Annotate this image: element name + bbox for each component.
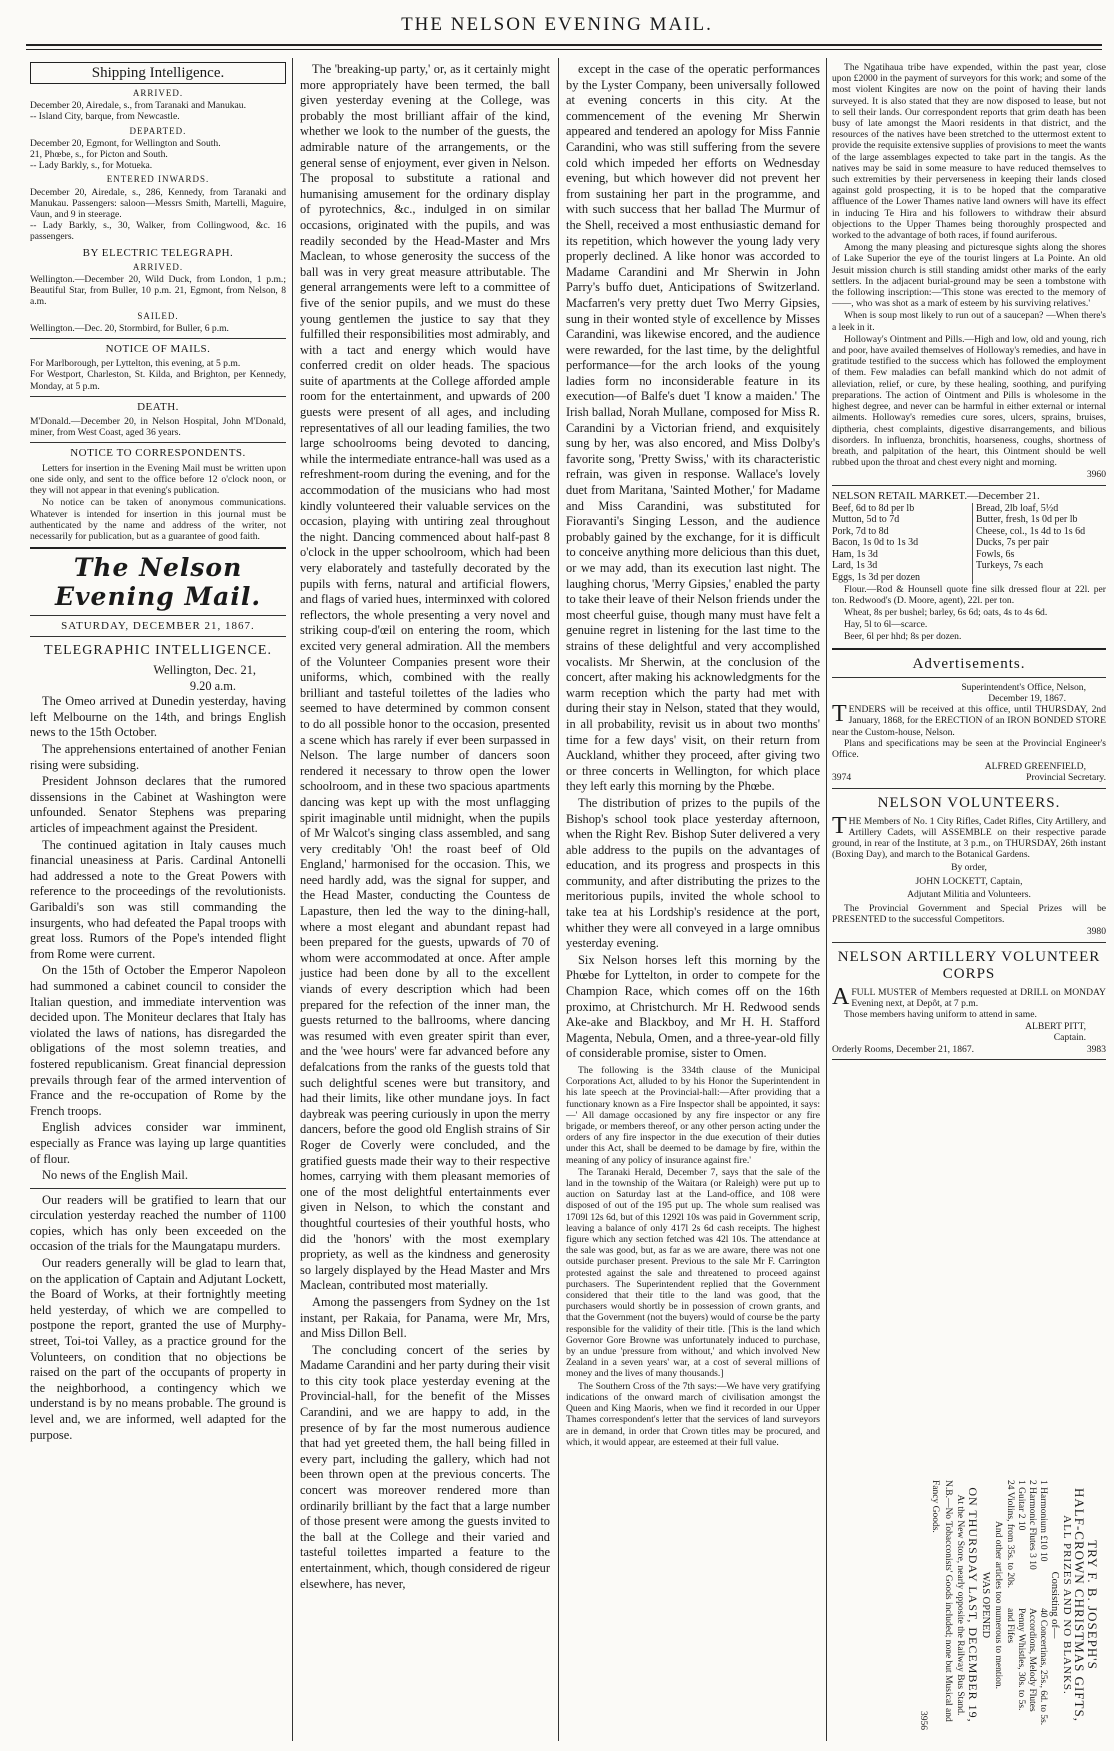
column-rule <box>558 58 559 1741</box>
telegraphic-heading: TELEGRAPHIC INTELLIGENCE. <box>44 643 272 659</box>
market-item: Turkeys, 7s each <box>976 560 1044 572</box>
shipping-entry: Wellington.—December 20, Wild Duck, from London, 1 p.m.; Beautiful Star, from Buller, 10 p.m. 21, Egmont, from Nelson, 8 a.m. <box>30 274 286 308</box>
correspondents-para: Letters for insertion in the Evening Mail must be written upon one side only, and sent to the office before 12 o'clock noon, or they will not appear in that evening's publication. <box>30 462 286 497</box>
inwards-heading: ENTERED INWARDS. <box>106 174 210 185</box>
article-para: The following is the 334th clause of the Municipal Corporations Act, alluded to by his Honor the Superintendent in his late speech at the Provincial-hall:—After providing that a functionary known as a Fire Inspector shall be appointed, it says:—' All damage occasioned by any fire inspector or any fire brigade, or members thereof, or any other person acting under the orders of any fire inspector in the due execution of their duties under this Act, shall be deemed to be damage by fire, within the meaning of any policy of insurance against fire.' <box>566 1065 820 1166</box>
article-para: The Southern Cross of the 7th says:—We have very gratifying indications of the onward march of civilisation amongst the Queen and King Maoris, when we find it recorded in our Upper Thames correspondent's letter that the services of land surveyors are in demand, in order that Crown titles may be procured, and which, it would appear, are esteemed at their full value. <box>566 1380 820 1448</box>
joseph-item: 1 Guitar 2 10 <box>1016 1480 1026 1531</box>
market-item: Ducks, 7s per pair <box>976 537 1049 549</box>
tender-date: December 19, 1867. <box>988 692 1066 704</box>
market-item: Eggs, 1s 3d per dozen <box>832 572 921 584</box>
shipping-entry: December 20, Airedale, s., from Taranaki and Manukau. <box>30 100 246 112</box>
market-note: Hay, 5l to 6l—scarce. <box>844 619 928 631</box>
advertisements-heading: Advertisements. <box>912 655 1026 672</box>
article-para: The 'breaking-up party,' or, as it certainly might more appropriately have been termed, the ball given yesterday evening at the College, was probably the most brilliant affair of the kind, whether we look to the number of the guests, the admirable nature of the arrangements, or the general sense of enjoyment, ever given in Nelson. The proposal to substitute a rational and humanising amusement for the ordinary display of pyrotechnics, &c., indulged in on similar occasions, originated with the pupils, and was readily seconded by the Head-Master and Mrs Maclean, to whose generosity the success of the ball was in very great measure attributable. The general arrangements were left to a committee of five of the senior pupils, and we must do these young gentlemen the justice to say that they fulfilled their responsibilities most admirably, and with a tact and energy which would have conferred credit on older heads. The spacious suite of apartments at the College afforded ample room for the entertainment, and upwards of 200 guests were present of all ages, and including representatives of all our leading families, the two large schoolrooms being devoted to dancing, while the intermediate entrance-hall was used as a refreshment-room during the evening, and for the accommodation of the musicians who had most kindly volunteered their valuable services on the occasion, playing with untiring zeal throughout the night. Dancing commenced about half-past 8 o'clock in the upper schoolroom, which had been very elaborately and tastefully decorated by the pupils with ferns, natural and artificial flowers, and flags of varied hues, interminxed with colored reflectors, the whole presenting a very novel and striking coup-d'œil on entering the room, which excited very general admiration. All the members of the Volunteer Companies present wore their uniforms, which, combined with the really brilliant and tasteful toilettes of the ladies who seemed to have determined by common consent to do all possible honor to the occasion, presented a scene which has rarely if ever been surpassed in Nelson. The large number of dancers soon rendered it necessary to throw open the lower schoolroom, and in these two spacious apartments dancing was kept up with the most unflagging spirit imaginable until midnight, when the pupils of Mr Walcot's singing class assembled, and sang very creditably 'Oh! the roast beef of Old England,' harmonised for the occasion. This, we need hardly add, was the signal for supper, and the Head Master, conducting the Countess de Lapasture, then led the way to the dining-hall, where a most elegant and abundant repast had been prepared for the guests, upwards of 70 of whom were accommodated at once. After ample justice had been done by all to the excellent viands of every description which had been prepared for the refection of the inner man, the guests returned to the ballrooms, where dancing was resumed with even greater spirit than ever, and the 'wee hours' were far advanced before any defalcations from the ranks of the guests told that such delightful scenes were but transitory, and had their limits, like other mundane joys. In fact daybreak was peering curiously in upon the merry dancers, before the good old English strains of Sir Roger de Coverly were concluded, and the gratified guests made their way to their respective homes, carrying with them pleasant memories of one of the most delightful entertainments ever given in Nelson, to which the constant and thoughtful courtesies of their youthful hosts, who did the 'honors' with the most exemplary propriety, as well as the kindness and generosity so largely displayed by the Head Master and Mrs Maclean, contributed most materially. <box>300 62 550 1293</box>
ad-number: 3960 <box>1086 469 1106 481</box>
market-item: Fowls, 6s <box>976 548 1015 560</box>
shipping-entry: -- Island City, barque, from Newcastle. <box>30 111 180 123</box>
joseph-advertisement <box>848 1480 1098 1740</box>
article-para: Among the many pleasing and picturesque sights along the shores of Lake Superior the eye of the tourist lingers at La Pointe. An old Jesuit mission church is still standing amidst other marks of the early settlers. In the adjacent burial-ground may be seen a tombstone with the following inscription:—'This stone was erected to the memory of ——, who was shot as a mark of esteem by his surviving relatives.' <box>832 242 1106 310</box>
column-rule <box>826 58 827 1741</box>
article-para: President Johnson declares that the rumored dissensions in the Cabinet at Washington were unfounded. Senator Stephens was preparing articles of impeachment against the President. <box>30 774 286 836</box>
death-notice: M'Donald.—December 20, in Nelson Hospital, John M'Donald, miner, from West Coast, aged 36 years. <box>30 416 286 439</box>
telegram-place: Wellington, Dec. 21, <box>153 663 256 678</box>
market-note: Beer, 6l per hhd; 8s per dozen. <box>844 631 962 643</box>
shipping-entry: Wellington.—Dec. 20, Stormbird, for Buller, 6 p.m. <box>30 322 229 334</box>
artillery-uniform: Those members having uniform to attend in same. <box>844 1008 1037 1020</box>
article-para: No news of the English Mail. <box>42 1168 188 1183</box>
artillery-footer: Orderly Rooms, December 21, 1867. <box>832 1043 975 1055</box>
market-item: Mutton, 5d to 7d <box>832 514 900 526</box>
joseph-item: Penny Whistles, 30s. to 5s. <box>1016 1608 1026 1711</box>
telegraph-heading: BY ELECTRIC TELEGRAPH. <box>82 246 234 259</box>
article-para: English advices consider war imminent, especially as France was laying up large quantities of flour. <box>30 1120 286 1166</box>
joseph-nb: N.B.—No Tobacconists' Goods included; none but Musical and Fancy Goods. <box>930 1480 953 1722</box>
article-para: The Ngatihaua tribe have expended, within the past year, close upon £2000 in the payment of surveyors for this work; and some of the most violent Kingites are now on the point of having their lands surveyed. It is also stated that they are now disposed to lease, but not to sell their lands. Our correspondent reports that grim death has been busy of late amongst the Maori residents in that district, and the resources of the natives have been stretched to the uttermost extent to provide the requisite extensive supplies of provisions to meet the wants of the large assemblages expected to take part in the tangis. As the natives may be said in some measure to have reduced themselves to such extremities by their perverseness in keeping their lands closed against gold prospecting, it is to be hoped that the comparative affluence of the Lower Thames native land owners will have its effect in inducing Te Hira and his followers to withdraw their absurd objections to the Upper Thames being thoroughly prospected and worked to the advantage of both races, if found auriferous. <box>832 62 1106 242</box>
article-para: The continued agitation in Italy causes much financial uneasiness at Paris. Cardinal Antonelli had addressed a note to the Great Powers with reference to the proceedings of the revolutionists. Garibaldi's son was still commanding the insurgents, who had defeated the Papal troops with great loss. Rumors of the Pope's intended flight from Rome were current. <box>30 837 286 961</box>
ad-number: 3983 <box>1086 1043 1106 1055</box>
signatory-name: JOHN LOCKETT, Captain, <box>915 875 1023 887</box>
joseph-consisting: Consisting of— <box>1049 1571 1061 1639</box>
tender-plans: Plans and specifications may be seen at the Provincial Engineer's Office. <box>832 737 1106 760</box>
market-item: Butter, fresh, 1s 0d per lb <box>976 514 1078 526</box>
artillery-heading: NELSON ARTILLERY VOLUNTEER CORPS <box>837 948 1101 982</box>
column-rule <box>292 58 293 1741</box>
article-para: The concluding concert of the series by Madame Carandini and her party during their visit to this city took place yesterday evening at the Provincial-hall, for the benefit of the Misses Carandini, and we are happy to add, in the presence of by far the most numerous audience that had yet greeted them, the hall being filled in every part, including the gallery, which had not been thrown open at the previous concerts. The concert was moreover rendered more than ordinarily brilliant by the fact that a large number of those present were among the guests invited to the ball at the College and their varied and tasteful toilettes imparted a feature to the entertainment, which, though considered de rigeur elsewhere, has never, <box>300 1342 550 1591</box>
article-para: The Omeo arrived at Dunedin yesterday, having left Melbourne on the 14th, and brings English news to the 15th October. <box>30 694 286 740</box>
market-item: Lard, 1s 3d <box>832 560 878 572</box>
market-note: Wheat, 8s per bushel; barley, 6s 6d; oats, 4s to 4s 6d. <box>844 607 1048 619</box>
joseph-item: 40 Concertinas, 25s., 6d. to 5s. <box>1038 1608 1048 1726</box>
death-heading: DEATH. <box>137 400 179 413</box>
ad-number: 3956 <box>918 1711 928 1730</box>
signatory-role: Captain. <box>1053 1032 1086 1044</box>
joseph-opened: WAS OPENED <box>980 1571 992 1639</box>
column-1 <box>30 62 286 1742</box>
joseph-title: HALF-CROWN CHRISTMAS GIFTS, <box>1072 1488 1088 1722</box>
by-order: By order, <box>951 862 987 874</box>
shipping-entry: -- Lady Barkly, s., 30, Walker, from Collingwood, &c. 16 passengers. <box>30 220 286 243</box>
signatory-role: Provincial Secretary. <box>1026 772 1106 784</box>
correspondents-heading: NOTICE TO CORRESPONDENTS. <box>70 447 246 460</box>
article-para: The distribution of prizes to the pupils of the Bishop's school took place yesterday afternoon, when the Right Rev. Bishop Suter delivered a very able address to the pupils on the advantages of education, and its progress and prospects in this community, and after distributing the prizes to the meritorious pupils, invited the whole school to take tea at his Lordship's residence at the port, whither they were all conveyed in a large omnibus yesterday evening. <box>566 795 820 951</box>
joseph-when: ON THURSDAY LAST, DECEMBER 19, <box>966 1487 980 1723</box>
joseph-item: 1 Harmonium £10 10 <box>1038 1480 1048 1562</box>
signatory-name: ALFRED GREENFIELD, <box>984 761 1086 773</box>
column-3 <box>566 62 820 1742</box>
article-para: When is soup most likely to run out of a saucepan? —When there's a leek in it. <box>832 310 1106 333</box>
dateline: SATURDAY, DECEMBER 21, 1867. <box>61 620 255 633</box>
market-item: Bread, 2lb loaf, 5½d <box>976 502 1059 514</box>
joseph-other: And other articles too numerous to mention. <box>993 1520 1003 1690</box>
market-item: Cheese, col., 1s 4d to 1s 6d <box>976 525 1086 537</box>
tel-sailed-heading: SAILED. <box>137 310 179 321</box>
market-item: Bacon, 1s 0d to 1s 3d <box>832 537 919 549</box>
volunteers-body: THE Members of No. 1 City Rifles, Cadet Rifles, City Artillery, and Artillery Cadets, will ASSEMBLE on their respective parade ground, in rear of the Institute, at 3 p.m., on THURSDAY, 26th instant (Boxing Day), and march to the Botanical Gardens. <box>832 812 1106 861</box>
shipping-entry: 21, Phœbe, s., for Picton and South. <box>30 149 168 161</box>
article-para: On the 15th of October the Emperor Napoleon had summoned a cabinet council to consider the Italian question, and immediate intervention was decided upon. The Moniteur declares that Italy has violated the laws of nations, has disregarded the obligations of the most solemn treaties, and fostered republicanism. Great financial depression prevails through fear of the armed intervention of France and the re-occupation of Rome by the French troops. <box>30 963 286 1118</box>
article-para: except in the case of the operatic performances by the Lyster Company, been universally followed at evening concerts in this city. At the commencement of the evening Mr Sherwin appeared and tendered an apology for Miss Fannie Carandini, who was still suffering from the severe cold which impeded her efforts on Wednesday evening, but which however did not prevent her from sustaining her part in the programme, and with such success that her ballad The Murmur of the Shell, received a most enthusiastic demand for its repetition, which however the young lady very properly declined. A like honor was accorded to Madame Carandini and Mr Sherwin in John Parry's buffo duet, Anticipations of Switzerland. Macfarren's very pretty duet Two Merry Gipsies, sung in their wonted style of excellence by Misses Carandini, was likewise encored, and the audience were rewarded, for the last time, by the delightful performance—for the arch looks of the young ladies form no inconsiderable feature in its execution—of Balfe's duet 'I know a maiden.' The Irish ballad, Norah Mullane, composed for Miss R. Carandini by a Victorian friend, and exquisitely sung by her, was also encored, and Miss Dolby's favorite song, 'Pretty Swiss,' with its characteristic refrain, was given in response. Wallace's lovely duet from Maritana, 'Sainted Mother,' for Madame and Miss Carandini, was substituted for Fioravanti's Singing Lesson, and the audience probably gained by the exchange, for it is difficult to conceive anything more delicious than this duet, or we may add, than its execution last night. The laughing chorus, 'Merry Gipsies,' enabled the party to take their leave of their Nelson friends under the most cheerful guise, though many must have felt a genuine regret in listening for the last time to the strains of these delightful and very accomplished vocalists. Mr Sherwin, at the conclusion of the concert, after making his acknowledgments for the warm reception which the party had met with during their stay in Nelson, stated that they would, in all probability, revisit us in about two months' time for a few days' visit, on their return from Auckland, whither they proceed, after giving two or three concerts in Wellington, for which place they left early this morning by the Phœbe. <box>566 62 820 794</box>
joseph-title: ALL PRIZES AND NO BLANKS. <box>1061 1515 1073 1695</box>
signatory-role: Adjutant Militia and Volunteers. <box>907 888 1031 900</box>
article-para: Our readers generally will be glad to learn that, on the application of Captain and Adjutant Lockett, the Board of Works, at their fortnightly meeting held yesterday, of which we are compelled to postpone the report, granted the use of Murphy-street, Toi-toi Valley, as a practice ground for the Volunteers, on condition that no objections be raised on the part of the occupants of property in the neighborhood, a contingency which we understand is by no means probable. The ground is level and, we are informed, well adapted for the purpose. <box>30 1256 286 1442</box>
article-para: Holloway's Ointment and Pills.—High and low, old and young, rich and poor, have availed themselves of Holloway's remedies, and have in gratitude testified to the success which has followed the employment of them. Few maladies can befall mankind which do not admit of alleviation, relief, or cure, by these healing, soothing, and purifying preparations. The action of Ointment and Pills is wholesome in the highest degree, and never can be harmful in either external or internal ailments. Holloway's remedies cure sores, ulcers, sprains, bruises, diptheria, chest complaints, digestive disarrangements, and bilious disorders. In influenza, bronchitis, hoarseness, coughs, shortness of breath, and palpitation of the heart, this Ointment should be well rubbed upon the throat and chest every night and morning. <box>832 333 1106 469</box>
shipping-heading: Shipping Intelligence. <box>30 62 286 84</box>
mail-entry: For Westport, Charleston, St. Kilda, and Brighton, per Kennedy, Monday, at 5 p.m. <box>30 369 286 392</box>
departed-heading: DEPARTED. <box>129 125 187 136</box>
arrived-heading: ARRIVED. <box>132 88 184 98</box>
joseph-item: and Fifes <box>1005 1608 1015 1644</box>
article-para: Our readers will be gratified to learn that our circulation yesterday reached the number of 1100 copies, which has only been exceeded on the occasion of the trials for the Maungatapu murders. <box>30 1192 286 1254</box>
joseph-item: Accordions, Melody Flutes <box>1027 1608 1037 1712</box>
tender-body: TENDERS will be received at this office, until THURSDAY, 2nd January, 1868, for the ERECTION of an IRON BONDED STORE near the Custom-house, Nelson. <box>832 701 1106 738</box>
mails-heading: NOTICE OF MAILS. <box>105 343 211 356</box>
volunteers-heading: NELSON VOLUNTEERS. <box>877 794 1061 811</box>
ad-number: 3980 <box>1086 926 1106 938</box>
article-para: The Taranaki Herald, December 7, says that the sale of the land in the township of the Waitara (or Raleigh) were put up to auction on Saturday last at the Land-office, and 108 were disposed of out of the 195 put up. The whole sum realised was 1709l 12s 6d, but of this 1292l 10s was paid in Government scrip, leaving a balance of only 417l 2s 6d cash receipts. The highest figure which any section fetched was 42l 10s. The attendance at the sale was good, but, as far as we are aware, there was not one outside purchaser present. Previous to the sale Mr F. Carrington protested against the sale and threatened to proceed against purchasers. The Superintendent replied that the Government considered that their title to the land was good, that the purchasers would shortly be in possession of crown grants, and that the Government (not the buyers) would of course be the party responsible for the validity of their title. [This is the land which Governor Gore Browne was unfortunately induced to purchase, by an undue 'pressure from without,' and which involved New Zealand in a seven years' war, at a cost of several millions of money and the lives of many thousands.] <box>566 1166 820 1380</box>
market-item: Ham, 1s 3d <box>832 548 878 560</box>
shipping-entry: December 20, Airedale, s., 286, Kennedy, from Taranaki and Manukau. Passengers: saloon—Messrs Smith, Martelli, Maguire, Vaun, and 9 in steerage. <box>30 186 286 221</box>
nameplate: The Nelson Evening Mail. <box>54 553 262 612</box>
market-heading: NELSON RETAIL MARKET.—December 21. <box>832 489 1040 502</box>
article-para: Among the passengers from Sydney on the 1st instant, per Rakaia, for Panama, were Mr, Mrs, and Miss Dillon Bell. <box>300 1294 550 1341</box>
joseph-where: At the New Store, nearly opposite the Railway Bus Stand. <box>955 1494 966 1716</box>
mail-entry: For Marlborough, per Lyttelton, this evening, at 5 p.m. <box>30 358 241 370</box>
market-note: Flour.—Rod & Hounsell quote fine silk dressed flour at 22l. per ton. Redwood's (D. Moore, agent), 22l. per ton. <box>832 583 1106 606</box>
joseph-title: TRY F. B. JOSEPH'S <box>1085 1540 1100 1670</box>
correspondents-para: No notice can be taken of anonymous communications. Whatever is intended for insertion in this journal must be authenticated by the name and address of the writer, not necessarily for publication, but as a guarantee of good faith. <box>30 497 286 542</box>
tender-office: Superintendent's Office, Nelson, <box>961 681 1086 693</box>
column-2 <box>300 62 550 1742</box>
masthead-rule-thin <box>26 49 1102 50</box>
ad-number: 3974 <box>832 772 852 784</box>
market-item: Pork, 7d to 8d <box>832 525 889 537</box>
article-para: The apprehensions entertained of another Fenian rising were subsiding. <box>30 742 286 772</box>
joseph-item: 24 Violins, from 35s. to 20s. <box>1005 1480 1015 1588</box>
article-para: Six Nelson horses left this morning by the Phœbe for Lyttelton, in order to compete for the Champion Race, which comes off on the 16th proximo, at Christchurch. Mr H. Redwood sends Ake-ake and Blackboy, and Mr H. H. Stafford Magenta, Nebula, Omen, and a three-year-old filly of considerable promise, sister to Omen. <box>566 952 820 1061</box>
volunteers-prizes: The Provincial Government and Special Prizes will be PRESENTED to the successful Competitors. <box>832 902 1106 926</box>
telegram-time: 9.20 a.m. <box>189 678 236 693</box>
masthead-rule <box>26 44 1102 46</box>
artillery-body: AFULL MUSTER of Members requested at DRILL on MONDAY Evening next, at Depôt, at 7 p.m. <box>832 983 1106 1010</box>
masthead: THE NELSON EVENING MAIL. <box>401 14 713 35</box>
market-item: Beef, 6d to 8d per lb <box>832 502 915 514</box>
joseph-item: 2 Harmonic Flutes 3 10 <box>1027 1480 1037 1570</box>
shipping-entry: -- Lady Barkly, s., for Motueka. <box>30 160 153 172</box>
tel-arrived-heading: ARRIVED. <box>132 261 184 272</box>
signatory-name: ALBERT PITT, <box>1025 1021 1086 1033</box>
shipping-entry: December 20, Egmont, for Wellington and South. <box>30 137 221 149</box>
